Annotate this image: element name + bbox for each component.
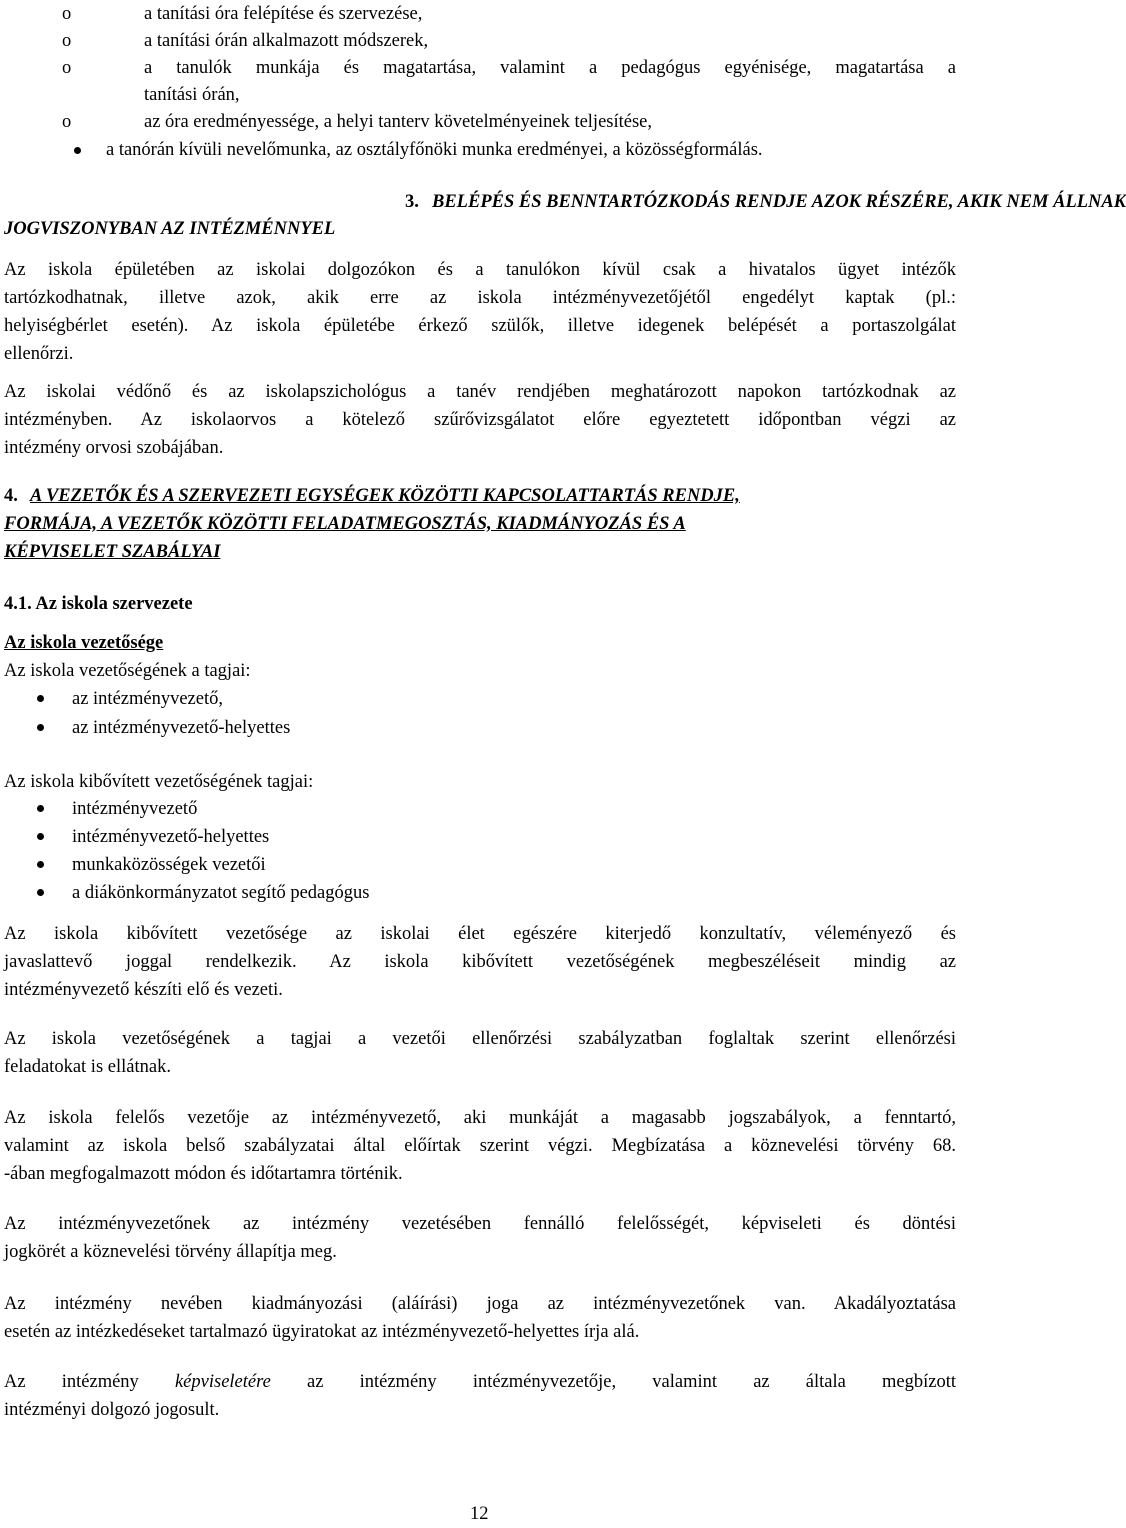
bullet-icon (37, 833, 44, 840)
text-run: az intézmény intézményvezetője, valamint az általa megbízott (307, 1372, 957, 1392)
paragraph-line: Az iskola felelős vezetője az intézményvezető, aki munkáját a magasabb jogszabályok, a fenntartó, (4, 1108, 956, 1128)
section-4-title: A VEZETŐK ÉS A SZERVEZETI EGYSÉGEK KÖZÖTTI KAPCSOLATTARTÁS RENDJE, (30, 486, 740, 506)
text-run: Az intézmény (4, 1372, 139, 1392)
bullet-icon (37, 861, 44, 868)
sub-list-marker: o (62, 31, 72, 51)
list-item: a diákönkormányzatot segítő pedagógus (72, 883, 370, 903)
sub-list-item: a tanítási órán alkalmazott módszerek, (144, 31, 429, 51)
bullet-icon (37, 889, 44, 896)
sub-list-marker: o (62, 4, 72, 24)
sub-list-item-continuation: tanítási órán, (144, 85, 240, 105)
paragraph-line: jogkörét a köznevelési törvény állapítja meg. (4, 1242, 337, 1262)
sub-list-item: az óra eredményessége, a helyi tanterv követelményeinek teljesítése, (144, 112, 653, 132)
paragraph-line: Az iskola épületében az iskolai dolgozókon és a tanulókon kívül csak a hivatalos ügyet intézők (4, 260, 956, 280)
leadership-intro: Az iskola vezetőségének a tagjai: (4, 661, 251, 681)
section-4-title-cont: FORMÁJA, A VEZETŐK KÖZÖTTI FELADATMEGOSZTÁS, KIADMÁNYOZÁS ÉS A (4, 514, 686, 534)
paragraph-line: intézmény orvosi szobájában. (4, 438, 224, 458)
paragraph-line: helyiségbérlet esetén). Az iskola épületébe érkező szülők, illetve idegenek belépését a portaszolgálat (4, 316, 956, 336)
paragraph-line: javaslattevő joggal rendelkezik. Az iskola kibővített vezetőségének megbeszéléseit mindig az (4, 952, 956, 972)
subsection-heading: 4.1. Az iskola szervezete (4, 594, 193, 614)
bullet-icon (37, 724, 44, 731)
list-item: munkaközösségek vezetői (72, 855, 266, 875)
paragraph-line: esetén az intézkedéseket tartalmazó ügyiratokat az intézményvezető-helyettes írja alá. (4, 1322, 640, 1342)
paragraph-line: ellenőrzi. (4, 344, 74, 364)
section-3-number: 3. (405, 192, 419, 212)
paragraph-line: valamint az iskola belső szabályzatai által előírtak szerint végzi. Megbízatása a köznevelési törvény 68. (4, 1136, 956, 1156)
paragraph-line: intézményben. Az iskolaorvos a kötelező szűrővizsgálatot előre egyeztetett időpontban végzi az (4, 410, 956, 430)
extended-intro: Az iskola kibővített vezetőségének tagjai: (4, 772, 314, 792)
paragraph-line: -ában megfogalmazott módon és időtartamra történik. (4, 1164, 403, 1184)
page-number: 12 (470, 1504, 489, 1524)
section-4-title-cont: KÉPVISELET SZABÁLYAI (4, 542, 221, 562)
paragraph-line: intézményi dolgozó jogosult. (4, 1400, 220, 1420)
list-item: az intézményvezető, (72, 689, 223, 709)
paragraph-line: tartózkodhatnak, illetve azok, akik erre az iskola intézményvezetőjétől engedélyt kaptak (pl.: (4, 288, 956, 308)
list-item: intézményvezető (72, 799, 198, 819)
paragraph-line: Az iskolai védőnő és az iskolapszichológus a tanév rendjében meghatározott napokon tartózkodnak az (4, 382, 956, 402)
sub-list-item: a tanítási óra felépítése és szervezése, (144, 4, 423, 24)
paragraph-line: Az iskola kibővített vezetősége az iskolai élet egészére kiterjedő konzultatív, véleményező és (4, 924, 956, 944)
list-item: intézményvezető-helyettes (72, 827, 270, 847)
sub-list-marker: o (62, 58, 72, 78)
sub-list-marker: o (62, 112, 72, 132)
section-3-title-cont: JOGVISZONYBAN AZ INTÉZMÉNNYEL (4, 219, 336, 239)
sub-list-item: a tanulók munkája és magatartása, valamint a pedagógus egyénisége, magatartása a (144, 58, 956, 78)
section-4-number: 4. (4, 486, 18, 506)
italic-text-run: képviseletére (174, 1372, 271, 1392)
list-item: az intézményvezető-helyettes (72, 718, 291, 738)
bullet-icon (37, 695, 44, 702)
paragraph-line: Az intézmény nevében kiadmányozási (aláírási) joga az intézményvezetőnek van. Akadályoztatása (4, 1294, 956, 1314)
bullet-icon (74, 147, 81, 154)
leadership-heading: Az iskola vezetősége (4, 633, 164, 653)
paragraph-line: feladatokat is ellátnak. (4, 1057, 171, 1077)
paragraph-line: Az iskola vezetőségének a tagjai a vezetői ellenőrzési szabályzatban foglaltak szerint ellenőrzési (4, 1029, 956, 1049)
paragraph-line: Az intézményvezetőnek az intézmény vezetésében fennálló felelősségét, képviseleti és döntési (4, 1214, 956, 1234)
paragraph-line: intézményvezető készíti elő és vezeti. (4, 980, 283, 1000)
bullet-item: a tanórán kívüli nevelőmunka, az osztályfőnöki munka eredményei, a közösségformálás. (106, 140, 763, 160)
section-3-title: BELÉPÉS ÉS BENNTARTÓZKODÁS RENDJE AZOK RÉSZÉRE, AKIK NEM ÁLLNAK (432, 192, 1126, 212)
bullet-icon (37, 805, 44, 812)
paragraph-line (4, 1368, 956, 1396)
